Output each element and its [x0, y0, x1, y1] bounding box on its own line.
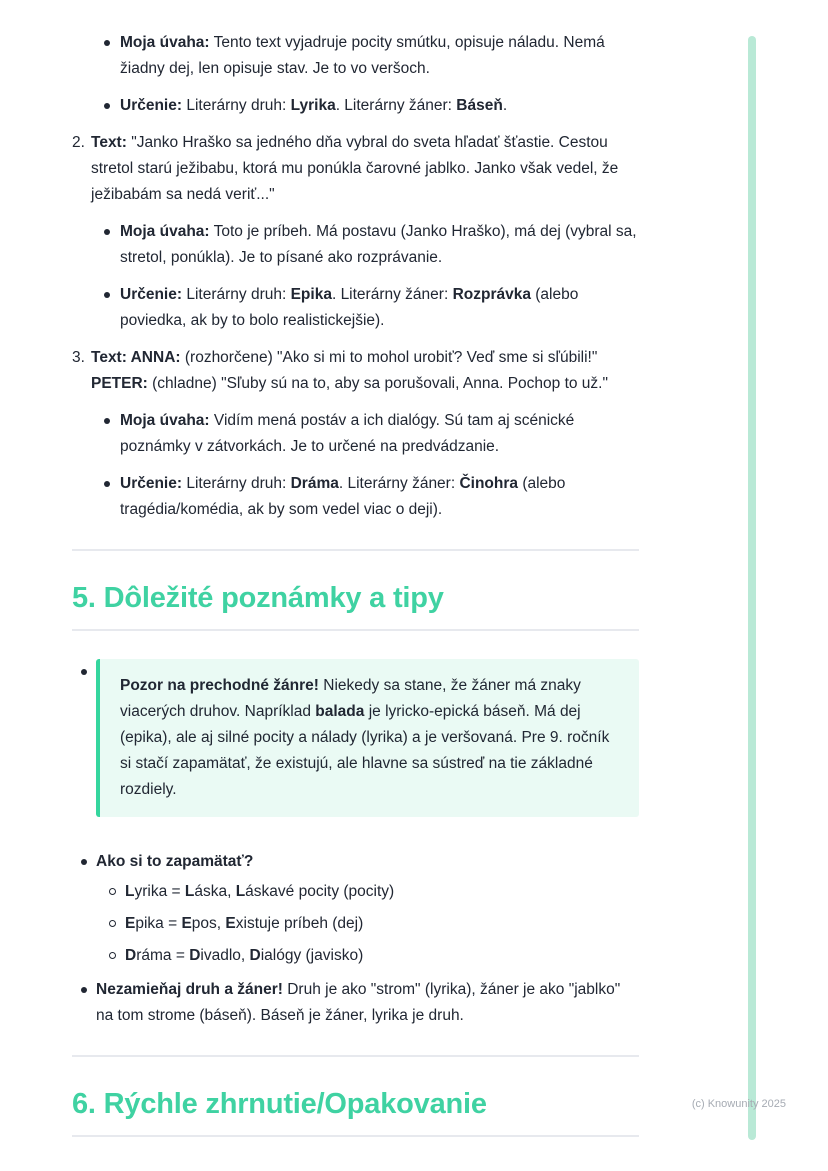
numbered-item-text: Text: "Janko Hraško sa jedného dňa vybral do sveta hľadať šťastie. Cestou stretol starú ježibabu, ktorá mu ponúkla čarovné jablko. Janko však vedel, že ježibabám sa nedá veriť..." [91, 134, 619, 203]
list-item-text: Moja úvaha: Vidím mená postáv a ich dialógy. Sú tam aj scénické poznámky v zátvorkách. Je to určené na predvádzanie. [120, 412, 575, 455]
list-item [72, 219, 639, 271]
hollow-bullet-icon [108, 879, 125, 905]
document-content [72, 30, 639, 1137]
page-accent-bar [748, 36, 756, 1140]
sub-list-item-text: Dráma = Divadlo, Dialógy (javisko) [125, 946, 364, 964]
bullet-icon [103, 219, 120, 245]
list-item-text: Určenie: Literárny druh: Dráma. Literárny žáner: Činohra (alebo tragédia/komédia, ak by som vedel viac o deji). [120, 475, 566, 518]
item-number: 2. [72, 134, 85, 151]
numbered-item [72, 130, 639, 208]
bullet-icon [80, 849, 96, 875]
list-item-text: Nezamieňaj druh a žáner! Druh je ako "strom" (lyrika), žáner je ako "jablko" na tom strome (báseň). Báseň je žáner, lyrika je druh. [96, 980, 621, 1024]
sub-list-item-text: Epika = Epos, Existuje príbeh (dej) [125, 914, 364, 932]
bullet-icon [103, 408, 120, 434]
list-item-text: Moja úvaha: Toto je príbeh. Má postavu (Janko Hraško), má dej (vybral sa, stretol, ponúkla). Je to písané ako rozprávanie. [120, 223, 637, 266]
sub-list-item-text: Lyrika = Láska, Láskavé pocity (pocity) [125, 882, 395, 900]
section-6 [72, 1087, 639, 1137]
list-item [72, 282, 639, 334]
callout-list-item [72, 659, 639, 817]
sub-list-item [72, 879, 639, 905]
hollow-bullet-icon [108, 911, 125, 937]
bullet-icon [80, 977, 96, 1003]
sub-list-item [72, 943, 639, 969]
list-item [72, 849, 639, 875]
bullet-icon [80, 659, 96, 685]
hollow-bullet-icon [108, 943, 125, 969]
section-divider [72, 1055, 639, 1057]
callout-box [96, 659, 639, 817]
heading-underline [72, 629, 639, 631]
item-number: 3. [72, 349, 85, 366]
list-item [72, 408, 639, 460]
numbered-item [72, 345, 639, 397]
list-item-text: Určenie: Literárny druh: Epika. Literárny žáner: Rozprávka (alebo poviedka, ak by to bolo realistickejšie). [120, 286, 579, 329]
list-item-text: Určenie: Literárny druh: Lyrika. Literárny žáner: Báseň. [120, 97, 508, 114]
bullet-icon [103, 471, 120, 497]
sub-list-item [72, 911, 639, 937]
heading-underline [72, 1135, 639, 1137]
list-item [72, 30, 639, 82]
list-item [72, 977, 639, 1029]
list-item [72, 93, 639, 119]
bullet-icon [103, 93, 120, 119]
section-divider [72, 549, 639, 551]
bullet-icon [103, 30, 120, 56]
section-6-title: 6. Rýchle zhrnutie/Opakovanie [72, 1087, 487, 1120]
list-item [72, 471, 639, 523]
section-5-title: 5. Dôležité poznámky a tipy [72, 582, 444, 614]
examples-list [72, 30, 639, 523]
bullet-icon [103, 282, 120, 308]
numbered-item-text: Text: ANNA: (rozhorčene) "Ako si mi to mohol urobiť? Veď sme si sľúbili!" PETER: (chladne) "Sľuby sú na to, aby sa porušovali, Anna. Pochop to už." [91, 349, 608, 392]
list-item-text: Ako si to zapamätať? [96, 852, 254, 870]
list-item-text: Moja úvaha: Tento text vyjadruje pocity smútku, opisuje náladu. Nemá žiadny dej, len opisuje stav. Je to vo veršoch. [120, 34, 605, 77]
watermark: (c) Knowunity 2025 [691, 1098, 786, 1110]
callout-text: Pozor na prechodné žánre! Niekedy sa stane, že žáner má znaky viacerých druhov. Napríklad balada je lyricko-epická báseň. Má dej (epika), ale aj silné pocity a nálady (lyrika) a je veršovaná. Pre 9. ročník si stačí zapamätať, že existujú, ale hlavne sa sústreď na tie základné rozdiely. [120, 676, 610, 798]
section-5 [72, 581, 639, 1029]
